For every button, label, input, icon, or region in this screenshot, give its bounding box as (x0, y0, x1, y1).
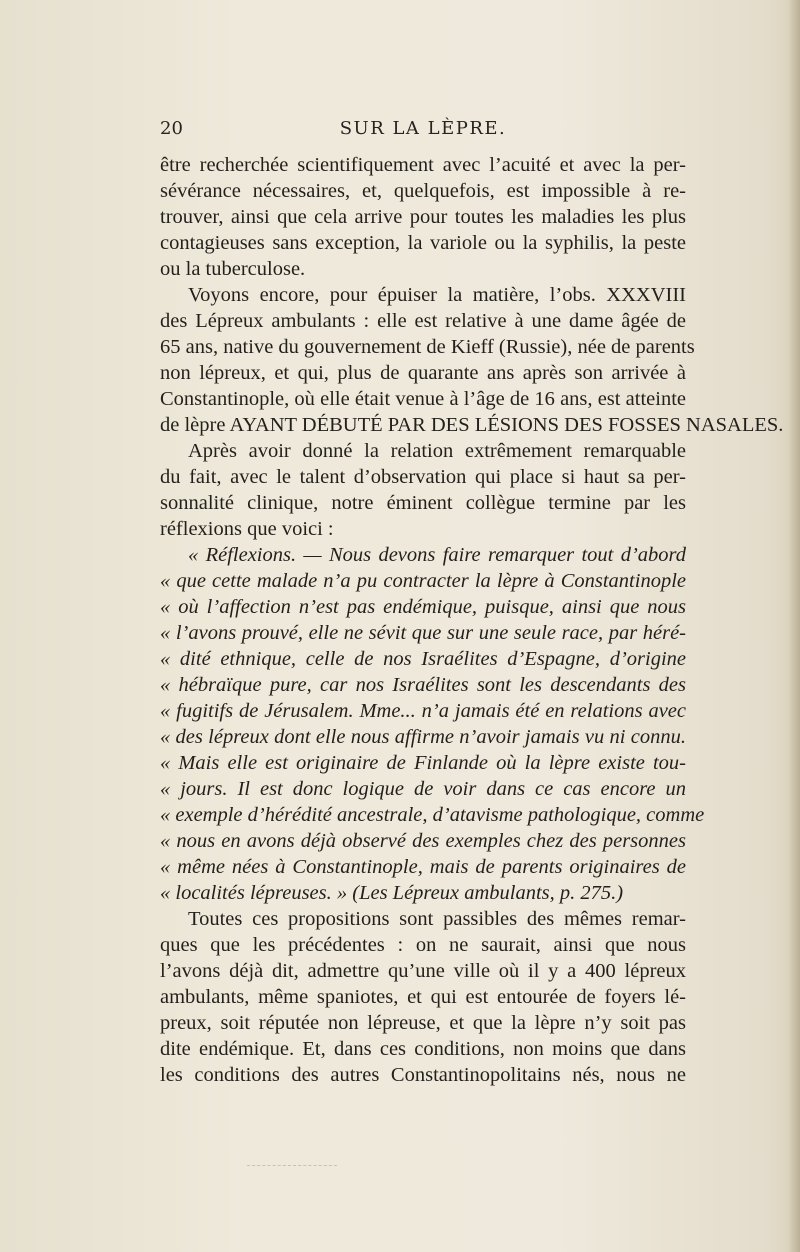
quote-line: « localités lépreuses. » (Les Lépreux ambulants, p. 275.) (160, 882, 624, 904)
text-line: Après avoir donné la relation extrêmement remarquable (188, 440, 686, 462)
quote-line: « l’avons prouvé, elle ne sévit que sur une seule race, par héré- (160, 622, 686, 644)
page-edge-shadow (788, 0, 800, 1252)
quote-line: « hébraïque pure, car nos Israélites sont les descendants des (160, 674, 686, 696)
text-line: trouver, ainsi que cela arrive pour toutes les maladies les plus (160, 206, 686, 228)
text-line: des Lépreux ambulants : elle est relative à une dame âgée de (160, 310, 686, 332)
text-line: preux, soit réputée non lépreuse, et que la lèpre n’y soit pas (160, 1012, 686, 1034)
quote-line: « Mais elle est originaire de Finlande où la lèpre existe tou- (160, 752, 686, 774)
body-text (160, 152, 784, 1088)
page-number: 20 (160, 118, 183, 139)
quote-line: « des lépreux dont elle nous affirme n’avoir jamais vu ni connu. (160, 726, 686, 748)
quote-line: « que cette malade n’a pu contracter la lèpre à Constantinople (160, 570, 686, 592)
text-line: ambulants, même spaniotes, et qui est entourée de foyers lé- (160, 986, 686, 1008)
text-line: du fait, avec le talent d’observation qui place si haut sa per- (160, 466, 686, 488)
text-line: dite endémique. Et, dans ces conditions, non moins que dans (160, 1038, 686, 1060)
text-line: Toutes ces propositions sont passibles des mêmes remar- (188, 908, 686, 930)
page-header (160, 118, 686, 144)
quote-line: « exemple d’hérédité ancestrale, d’atavisme pathologique, comme (160, 804, 705, 826)
text-line: Constantinople, où elle était venue à l’âge de 16 ans, est atteinte (160, 388, 686, 410)
text-line: 65 ans, native du gouvernement de Kieff (Russie), née de parents (160, 336, 695, 358)
quote-line: « même nées à Constantinople, mais de parents originaires de (160, 856, 686, 878)
text-line: non lépreux, et qui, plus de quarante ans après son arrivée à (160, 362, 686, 384)
text-line: les conditions des autres Constantinopolitains nés, nous ne (160, 1064, 686, 1086)
quote-line: « Réflexions. — Nous devons faire remarquer tout d’abord (188, 544, 686, 566)
quote-line: « dité ethnique, celle de nos Israélites d’Espagne, d’origine (160, 648, 686, 670)
quote-line: « nous en avons déjà observé des exemples chez des personnes (160, 830, 686, 852)
text-line: l’avons déjà dit, admettre qu’une ville où il y a 400 lépreux (160, 960, 686, 982)
text-line: réflexions que voici : (160, 518, 334, 540)
text-line: sonnalité clinique, notre éminent collègue termine par les (160, 492, 686, 514)
text-line: ques que les précédentes : on ne saurait, ainsi que nous (160, 934, 686, 956)
text-line: être recherchée scientifiquement avec l’acuité et avec la per- (160, 154, 686, 176)
text-line: contagieuses sans exception, la variole ou la syphilis, la peste (160, 232, 686, 254)
quote-line: « fugitifs de Jérusalem. Mme... n’a jamais été en relations avec (160, 700, 686, 722)
running-title: SUR LA LÈPRE. (339, 118, 507, 139)
text-line: sévérance nécessaires, et, quelquefois, est impossible à re- (160, 180, 686, 202)
text-line: ou la tuberculose. (160, 258, 306, 280)
text-line: Voyons encore, pour épuiser la matière, l’obs. XXXVIII (188, 284, 686, 306)
text-line: de lèpre AYANT DÉBUTÉ PAR DES LÉSIONS DES FOSSES NASALES. (160, 414, 784, 436)
quote-line: « jours. Il est donc logique de voir dans ce cas encore un (160, 778, 686, 800)
faint-scan-mark (247, 1165, 337, 1166)
quote-line: « où l’affection n’est pas endémique, puisque, ainsi que nous (160, 596, 686, 618)
